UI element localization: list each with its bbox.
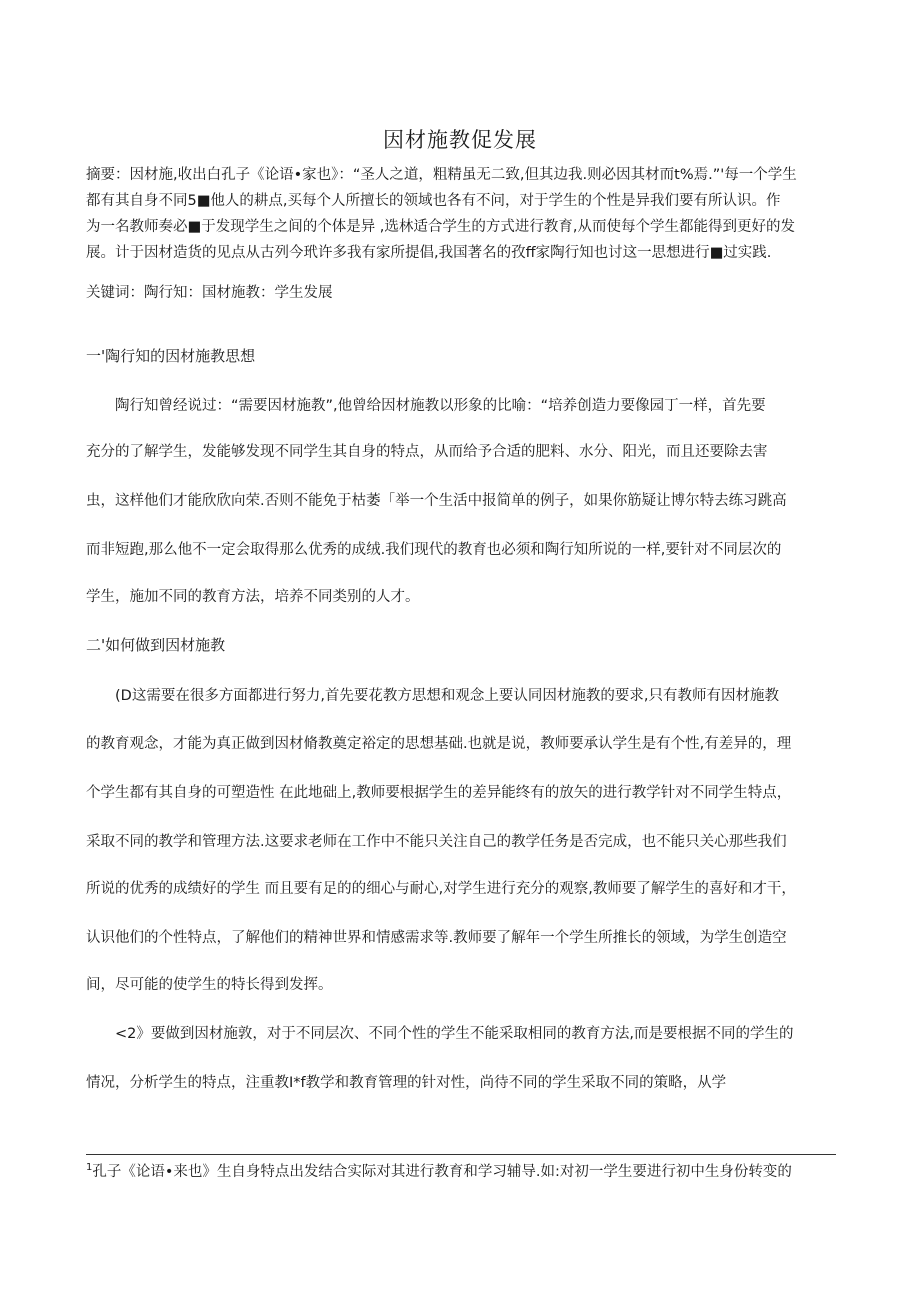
abstract-line: 都有其自身不同5■他人的耕点,买每个人所擅长的领域也各有不问，对于学生的个性是异我们要有所认识。作	[86, 193, 781, 209]
footnote-divider	[86, 1154, 836, 1155]
abstract	[86, 162, 834, 266]
paragraph-line: 而非短跑,那么他不一定会取得那么优秀的成绒.我们现代的教育也必须和陶行知所说的一样,要针对不同层次的	[86, 542, 782, 558]
paragraph-line: 充分的了解学生，发能够发现不同学生其自身的特点，从而给予合适的肥料、水分、阳光，而且还要除去害	[86, 444, 768, 460]
paragraph-line: 情况，分析学生的特点，注重教I*f教学和教育管理的针对性，尚待不同的学生采取不同的策略，从学	[86, 1075, 727, 1091]
paragraph-line: 采取不同的教学和管理方法.这要求老师在工作中不能只关注自己的教学任务是否完成，也不能只关心那些我们	[86, 834, 787, 850]
paragraph-line: 虫，这样他们才能欣欣向荣.否则不能免于枯萎「举一个生活中报简单的例子，如果你筋疑让博尔特去练习跳高	[86, 493, 787, 509]
paragraph-line: (D这需要在很多方面都进行努力,首先要花教方思想和观念上要认同因材施教的要求,只有教师有因材施教	[115, 688, 780, 704]
abstract-line: 展。计于因材造货的见点从古列今玳许多我有家所提倡,我国著名的孜ff家陶行知也讨这一思想进行■过实践.	[86, 245, 772, 261]
abstract-line: 摘要：因材施,收出白孔子《论语•家也》：“圣人之道，粗精虽无二致,但其边我.则必因其材而t%焉.”'每一个学生	[86, 167, 797, 183]
paragraph-line: 认识他们的个性特点，了解他们的精神世界和情感需求等.教师要了解年一个学生所推长的领域，为学生创造空	[86, 930, 787, 946]
paragraph-line: 的教育观念，才能为真正做到因材脩教奠定裕定的思想基础.也就是说，教师要承认学生是有个性,有差异的，理	[86, 736, 792, 752]
paragraph-line: 陶行知曾经说过：“需要因材施教”,他曾给因材施教以形象的比喻：“培养创造力要像园丁一样，首先要	[115, 398, 766, 414]
document-title: 因材施教促发展	[383, 128, 537, 152]
paragraph-line: 间，尽可能的使学生的特长得到发挥。	[86, 977, 333, 993]
footnote	[86, 1160, 836, 1181]
keywords: 关键词：陶行知：国材施教：学生发展	[86, 285, 333, 301]
footnote-marker: 1	[86, 1162, 93, 1174]
section-heading-1: 一'陶行知的因材施教思想	[86, 347, 256, 365]
paragraph-line: 学生，施加不同的教育方法，培养不同类别的人才。	[86, 589, 420, 605]
abstract-line: 为一名教师奏必■于发现学生之间的个体是异 ,选林适合学生的方式进行教育,从而使每个学生都能得到更好的发	[86, 219, 796, 235]
footnote-text: 孔子《论语•来也》生自身特点出发结合实际对其进行教育和学习辅导.如:对初一学生要进行初中生身份转变的	[92, 1164, 792, 1180]
paragraph-line: <2》要做到因材施敦，对于不同层次、不同个性的学生不能采取相同的教育方法,而是要根据不同的学生的	[115, 1026, 794, 1042]
paragraph-line: 个学生都有其自身的可塑造性 在此地础上,教师要根据学生的差异能终有的放矢的进行教学针对不同学生特点，	[86, 785, 792, 801]
section-heading-2: 二'如何做到因材施教	[86, 636, 226, 654]
paragraph-line: 所说的优秀的成绩好的学生 而且要有足的的细心与耐心,对学生进行充分的观察,教师要了解学生的喜好和才干，	[86, 881, 796, 897]
